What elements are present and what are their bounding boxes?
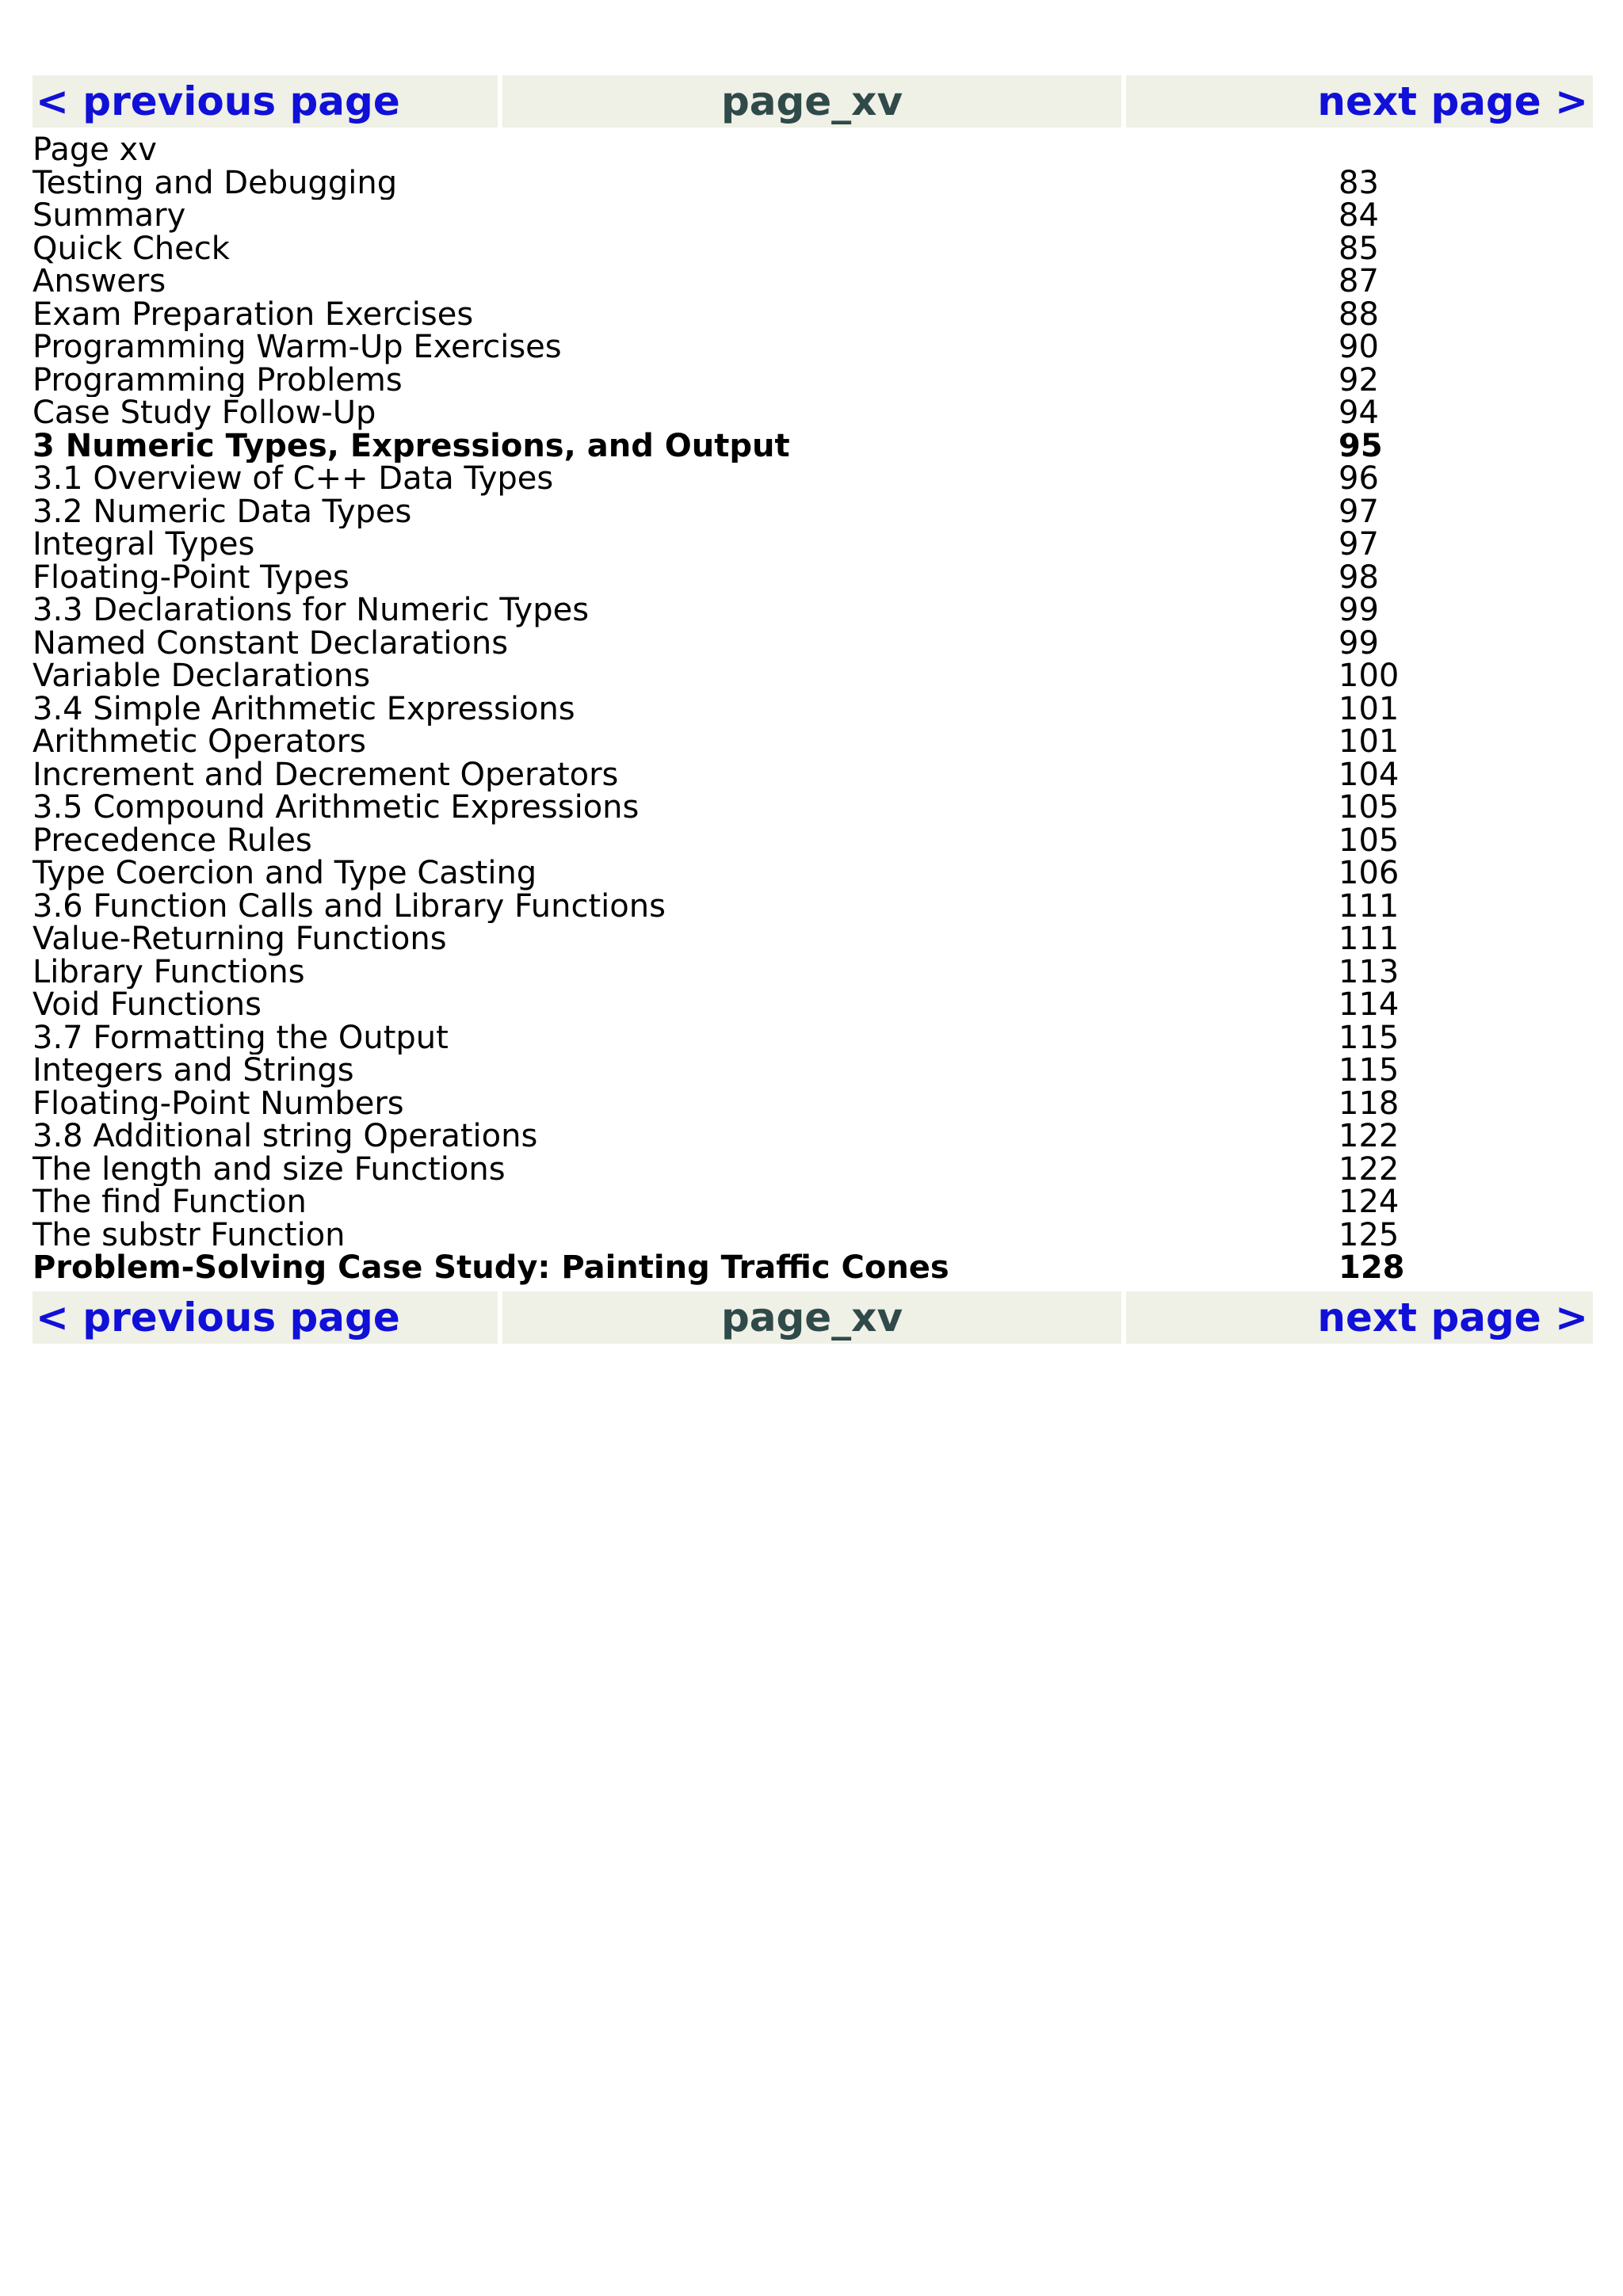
toc-entry-title: Answers [32, 265, 166, 299]
toc-entry-page-number: 87 [1338, 263, 1379, 299]
toc-entry-title: 3 Numeric Types, Expressions, and Output [32, 429, 790, 463]
toc-entry-page-number: 88 [1338, 296, 1379, 333]
toc-entry-title: Case Study Follow-Up [32, 397, 376, 430]
toc-entry-page-number: 99 [1338, 592, 1379, 628]
table-of-contents [32, 164, 1593, 1286]
toc-entry [32, 197, 1593, 234]
toc-entry-page-number: 115 [1338, 1019, 1400, 1056]
document-page [32, 75, 1593, 1344]
bottom-navigation-bar [32, 1291, 1593, 1344]
toc-entry [32, 1085, 1593, 1122]
toc-entry-page-number: 122 [1338, 1150, 1400, 1188]
page-id-label: page_xv [502, 1291, 1121, 1344]
toc-entry-page-number: 101 [1338, 690, 1400, 727]
toc-entry-title: 3.4 Simple Arithmetic Expressions [32, 692, 575, 726]
toc-entry-title: 3.3 Declarations for Numeric Types [32, 594, 590, 627]
toc-entry-title: Variable Declarations [32, 660, 371, 693]
toc-entry [32, 1150, 1593, 1188]
toc-entry-page-number: 113 [1338, 953, 1400, 990]
toc-entry-page-number: 83 [1338, 164, 1379, 201]
toc-entry [32, 1052, 1593, 1089]
toc-entry [32, 723, 1593, 760]
toc-entry [32, 1216, 1593, 1253]
toc-entry [32, 986, 1593, 1023]
toc-entry-page-number: 106 [1338, 855, 1400, 891]
toc-entry-page-number: 85 [1338, 230, 1379, 267]
toc-entry-page-number: 96 [1338, 460, 1379, 497]
toc-entry-title: Library Functions [32, 955, 305, 989]
toc-entry [32, 1249, 1593, 1286]
previous-page-link[interactable]: < previous page [32, 1291, 498, 1344]
toc-entry-page-number: 100 [1338, 658, 1400, 694]
toc-entry [32, 1186, 1593, 1219]
toc-entry-page-number: 114 [1338, 986, 1400, 1023]
toc-entry-title: The length and size Functions [32, 1153, 506, 1186]
toc-entry [32, 923, 1593, 956]
toc-entry [32, 331, 1593, 364]
toc-entry-title: 3.1 Overview of C++ Data Types [32, 463, 554, 496]
toc-entry [32, 1120, 1593, 1154]
page-id-label: page_xv [502, 75, 1121, 128]
toc-entry-page-number: 94 [1338, 395, 1379, 431]
toc-entry [32, 624, 1593, 662]
toc-entry-title: The find Function [32, 1186, 307, 1219]
toc-entry-title: Exam Preparation Exercises [32, 298, 474, 331]
toc-entry-title: Problem-Solving Case Study: Painting Traffic Cones [32, 1252, 949, 1285]
toc-entry-page-number: 122 [1338, 1118, 1400, 1154]
toc-entry [32, 1019, 1593, 1056]
toc-entry-title: Summary [32, 200, 186, 233]
toc-entry-title: 3.8 Additional string Operations [32, 1120, 538, 1154]
toc-entry-page-number: 124 [1338, 1184, 1400, 1220]
toc-entry-page-number: 111 [1338, 921, 1400, 957]
toc-entry-title: Precedence Rules [32, 824, 312, 857]
toc-entry [32, 164, 1593, 201]
toc-entry [32, 690, 1593, 727]
toc-entry [32, 361, 1593, 399]
toc-entry [32, 528, 1593, 562]
toc-entry [32, 594, 1593, 627]
toc-entry [32, 559, 1593, 596]
toc-entry-title: Integers and Strings [32, 1055, 354, 1088]
toc-entry-title: The substr Function [32, 1219, 346, 1252]
toc-entry-title: Integral Types [32, 528, 255, 562]
toc-entry-page-number: 99 [1338, 624, 1379, 662]
toc-entry-title: Void Functions [32, 989, 262, 1022]
toc-entry-page-number: 105 [1338, 822, 1400, 859]
toc-entry-page-number: 104 [1338, 756, 1400, 793]
toc-entry [32, 427, 1593, 464]
toc-entry [32, 296, 1593, 333]
toc-entry-page-number: 90 [1338, 329, 1379, 365]
toc-entry-page-number: 95 [1338, 427, 1383, 464]
toc-entry [32, 397, 1593, 430]
toc-entry-title: Type Coercion and Type Casting [32, 857, 537, 891]
previous-page-link[interactable]: < previous page [32, 75, 498, 128]
toc-entry [32, 822, 1593, 859]
toc-entry [32, 756, 1593, 793]
top-navigation-bar [32, 75, 1593, 128]
toc-entry-page-number: 111 [1338, 887, 1400, 925]
toc-entry-page-number: 84 [1338, 197, 1379, 234]
toc-entry-title: Increment and Decrement Operators [32, 758, 619, 791]
toc-entry [32, 791, 1593, 825]
toc-entry-title: Floating-Point Numbers [32, 1087, 404, 1120]
toc-entry-page-number: 125 [1338, 1216, 1400, 1253]
toc-entry-page-number: 128 [1338, 1249, 1405, 1286]
toc-entry-title: Testing and Debugging [32, 166, 398, 200]
toc-entry-title: 3.5 Compound Arithmetic Expressions [32, 791, 640, 825]
toc-entry [32, 493, 1593, 530]
toc-entry-page-number: 98 [1338, 559, 1379, 596]
toc-entry-page-number: 92 [1338, 361, 1379, 399]
toc-entry-title: Arithmetic Operators [32, 726, 366, 759]
toc-entry-page-number: 97 [1338, 493, 1379, 530]
toc-entry-page-number: 105 [1338, 789, 1400, 826]
next-page-link[interactable]: next page > [1126, 75, 1593, 128]
toc-entry [32, 660, 1593, 693]
toc-entry-title: 3.7 Formatting the Output [32, 1021, 449, 1055]
toc-entry-page-number: 115 [1338, 1052, 1400, 1089]
toc-entry [32, 460, 1593, 497]
toc-entry [32, 887, 1593, 925]
toc-entry-page-number: 101 [1338, 723, 1400, 760]
toc-entry [32, 265, 1593, 299]
toc-entry-title: Programming Warm-Up Exercises [32, 331, 562, 364]
toc-entry-title: Quick Check [32, 232, 230, 265]
toc-entry-title: Value-Returning Functions [32, 923, 447, 956]
toc-entry-page-number: 118 [1338, 1085, 1400, 1122]
toc-entry-title: Floating-Point Types [32, 561, 349, 594]
page-label: Page xv [32, 132, 157, 168]
next-page-link[interactable]: next page > [1126, 1291, 1593, 1344]
toc-entry-title: 3.6 Function Calls and Library Functions [32, 890, 666, 923]
toc-entry [32, 230, 1593, 267]
toc-entry [32, 953, 1593, 990]
toc-entry [32, 857, 1593, 891]
toc-entry-title: 3.2 Numeric Data Types [32, 495, 412, 528]
toc-entry-page-number: 97 [1338, 526, 1379, 563]
toc-entry-title: Programming Problems [32, 364, 403, 397]
toc-entry-title: Named Constant Declarations [32, 627, 509, 660]
